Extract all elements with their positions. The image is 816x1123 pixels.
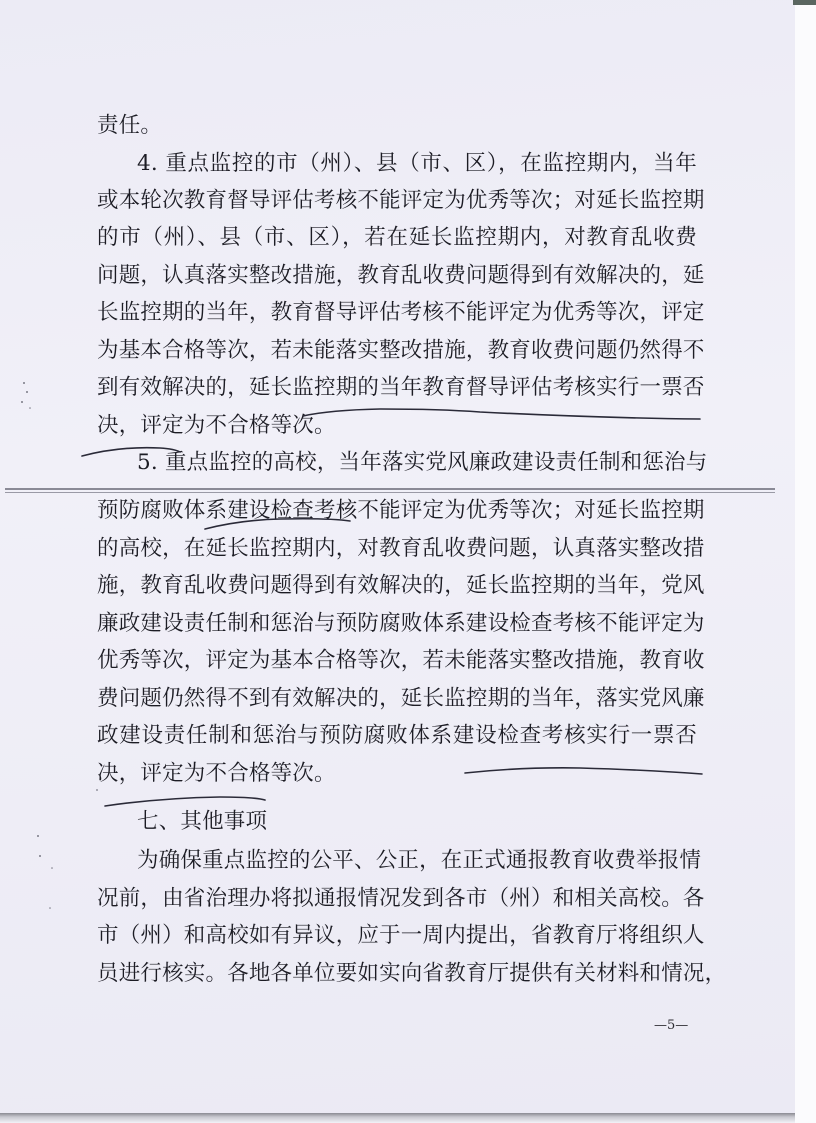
text-line-8: 到有效解决的，延长监控期的当年教育督导评估考核实行一票否	[97, 375, 705, 400]
text-line-6: 长监控期的当年，教育督导评估考核不能评定为优秀等次，评定	[97, 300, 705, 325]
text-line-15: 优秀等次，评定为基本合格等次，若未能落实整改措施，教育收	[97, 648, 705, 673]
scanner-right-margin	[795, 0, 816, 1123]
text-line-20: 为确保重点监控的公平、公正，在正式通报教育收费举报情	[137, 848, 702, 873]
text-line-22: 市（州）和高校如有异议，应于一周内提出，省教育厅将组织人	[97, 923, 705, 948]
horizontal-double-rule	[5, 488, 775, 493]
item-4-first-line: 4. 重点监控的市（州）、县（市、区），在监控期内，当年	[137, 151, 697, 176]
text-line-1: 责任。	[97, 113, 163, 138]
page-number: —5—	[654, 1018, 689, 1033]
text-line-14: 廉政建设责任制和惩治与预防腐败体系建设检查考核不能评定为	[97, 611, 705, 636]
text-line-23: 员进行核实。各地各单位要如实向省教育厅提供有关材料和情况，	[97, 961, 727, 986]
text-line-13: 施，教育乱收费问题得到有效解决的，延长监控期的当年，党风	[97, 573, 705, 598]
text-line-3: 或本轮次教育督导评估考核不能评定为优秀等次；对延长监控期	[97, 188, 705, 213]
text-line-16: 费问题仍然得不到有效解决的，延长监控期的当年，落实党风廉	[97, 686, 705, 711]
text-line-12: 的高校，在延长监控期内，对教育乱收费问题，认真落实整改措	[97, 536, 705, 561]
scanner-edge-mark	[793, 0, 816, 5]
text-line-18: 决，评定为不合格等次。	[97, 761, 336, 786]
section-heading-other-matters: 七、其他事项	[137, 809, 268, 834]
text-line-9: 决，评定为不合格等次。	[97, 413, 336, 438]
text-line-4: 的市（州）、县（市、区），若在延长监控期内，对教育乱收费	[97, 225, 697, 250]
item-5-first-line: 5. 重点监控的高校，当年落实党风廉政建设责任制和惩治与	[137, 450, 708, 475]
text-line-11: 预防腐败体系建设检查考核不能评定为优秀等次；对延长监控期	[97, 498, 705, 523]
text-line-5: 问题，认真落实整改措施，教育乱收费问题得到有效解决的，延	[97, 263, 705, 288]
page-bottom-edge	[0, 1113, 795, 1123]
text-line-21: 况前，由省治理办将拟通报情况发到各市（州）和相关高校。各	[97, 886, 705, 911]
text-line-17: 政建设责任制和惩治与预防腐败体系建设检查考核实行一票否	[97, 723, 697, 748]
text-line-7: 为基本合格等次，若未能落实整改措施，教育收费问题仍然得不	[97, 338, 705, 363]
